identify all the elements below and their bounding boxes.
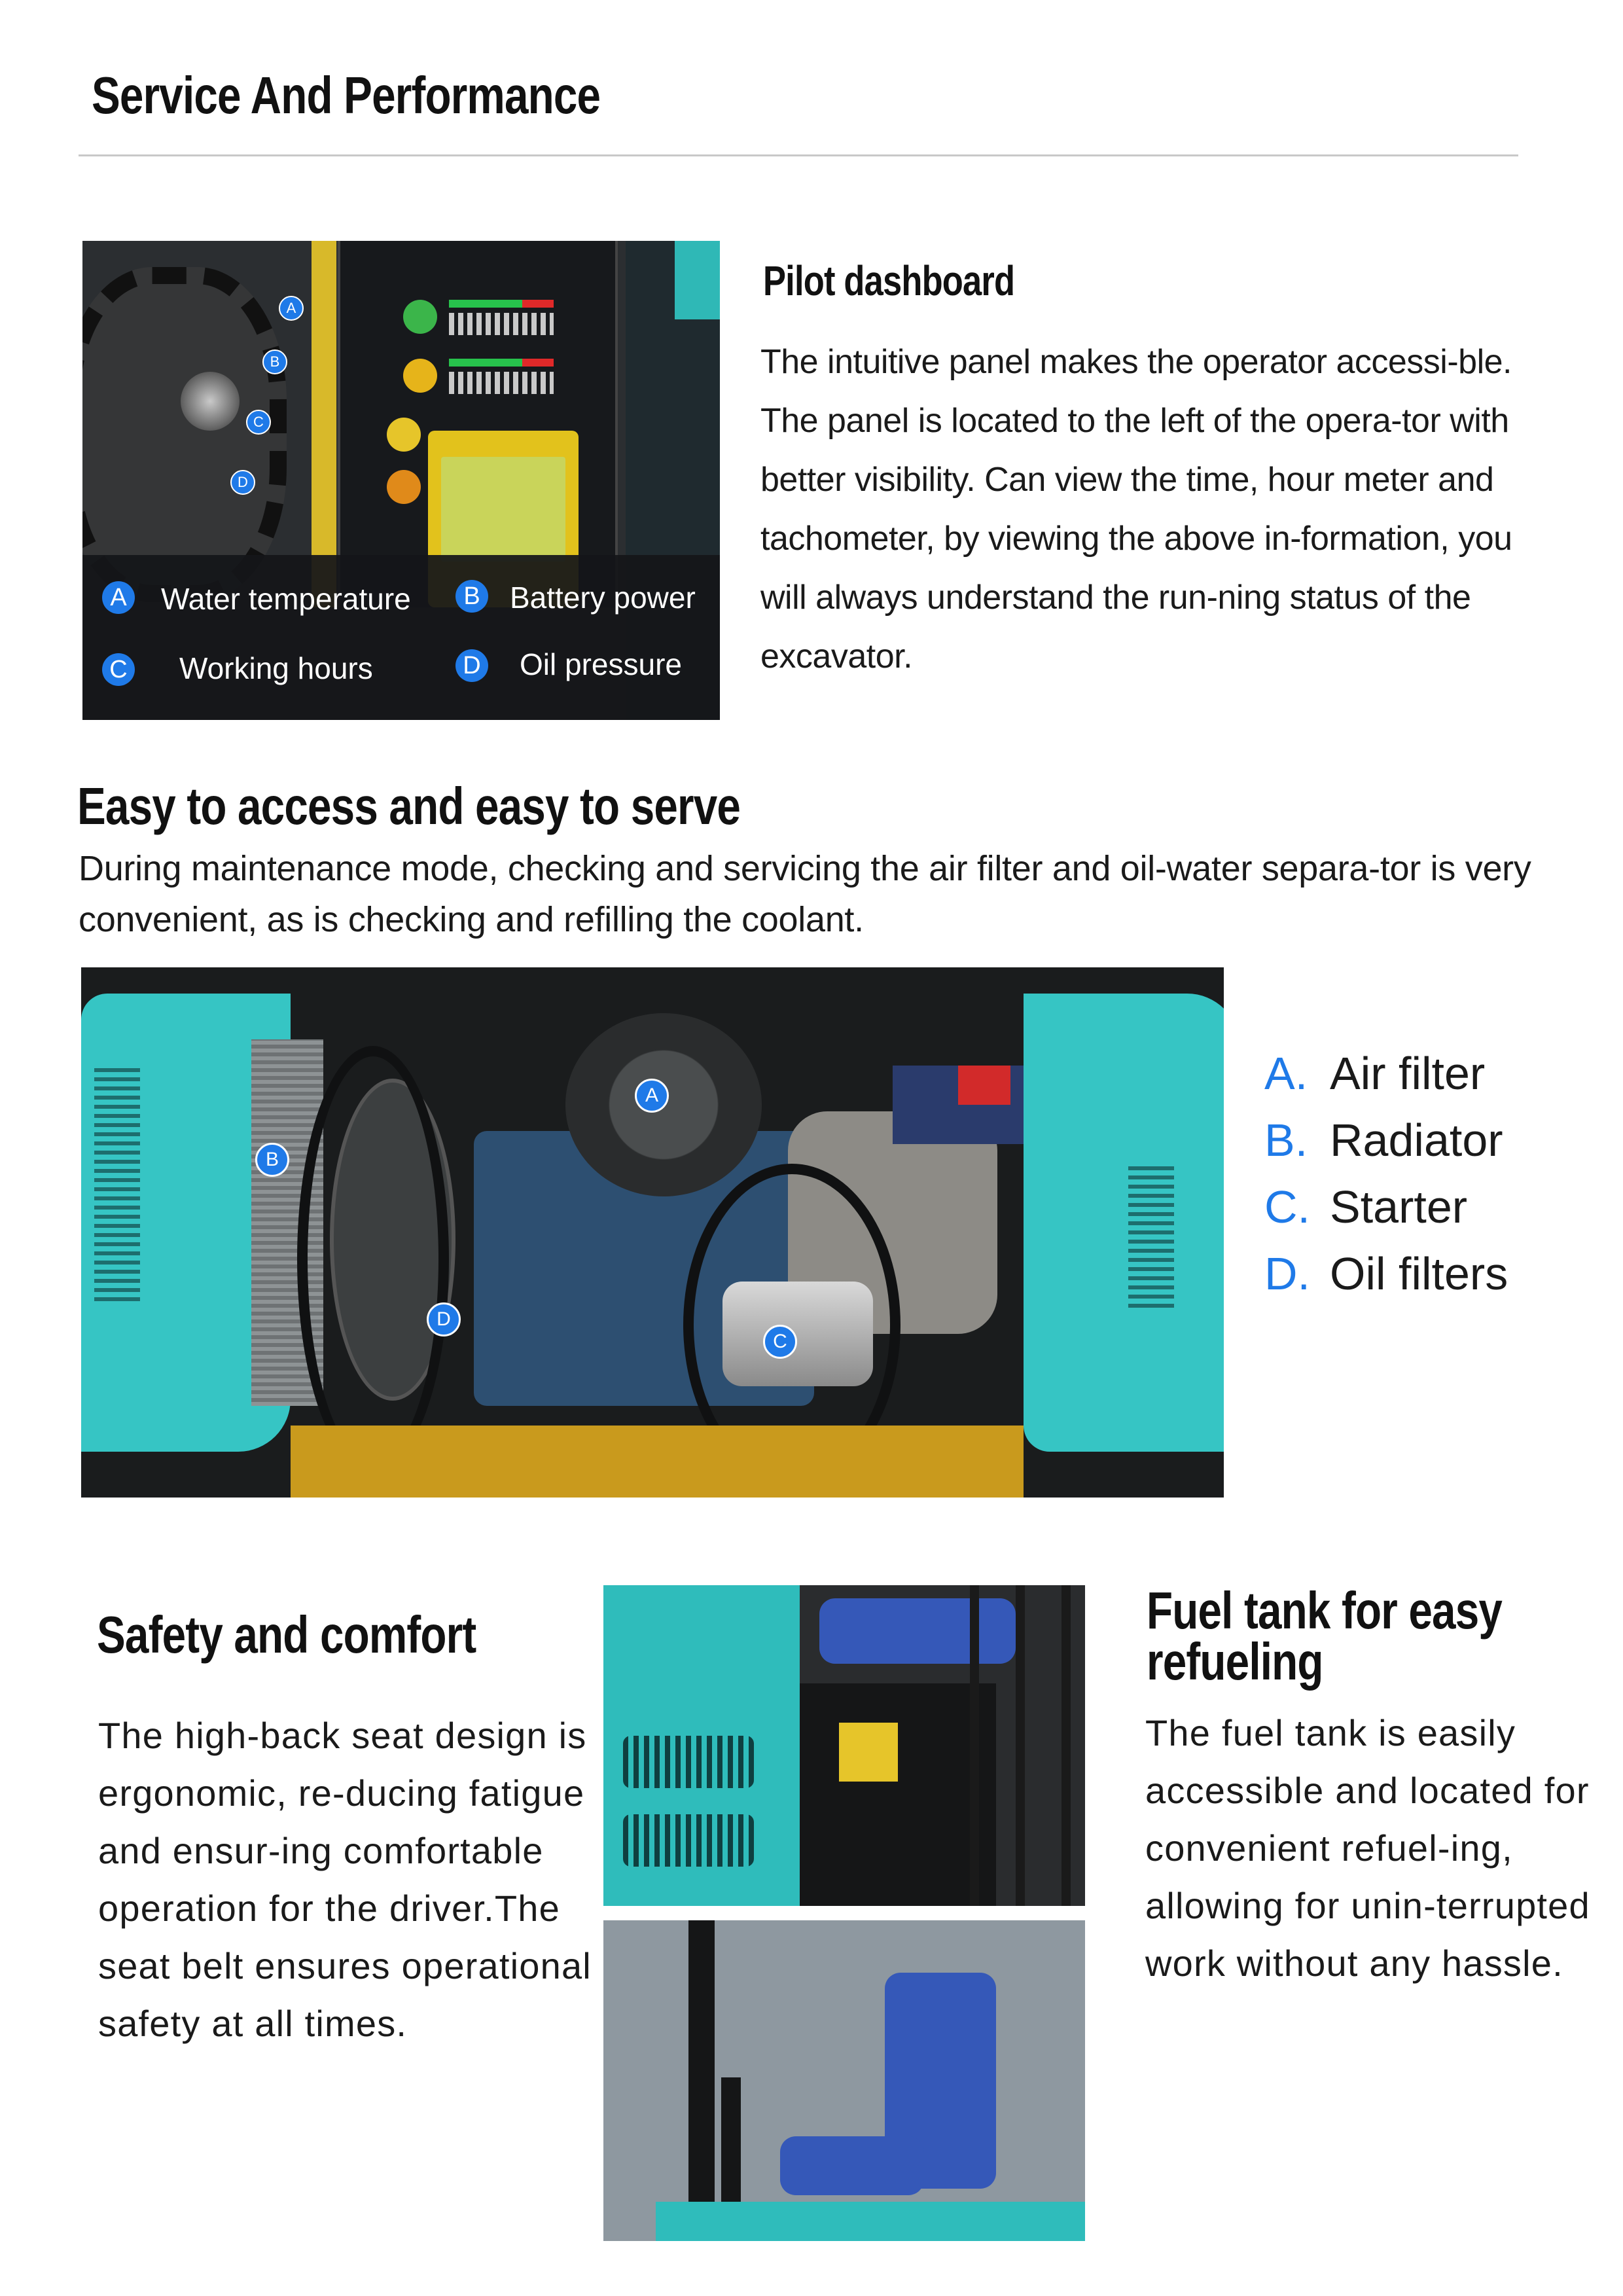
part-name: Radiator xyxy=(1330,1115,1503,1166)
part-letter: B. xyxy=(1264,1115,1308,1166)
legend-marker-d: D xyxy=(455,649,488,682)
fuel-heading: Fuel tank for easy refueling xyxy=(1147,1581,1503,1691)
legend-label-battery-power: Battery power xyxy=(510,581,696,615)
joystick-graphic xyxy=(721,2077,741,2208)
temperature-gauge-graphic xyxy=(370,300,560,339)
access-heading: Easy to access and easy to serve xyxy=(77,777,741,835)
safety-text: The high-back seat design is ergonomic, re-ducing fatigue and ensur-ing comfortable operation for the driver.The seat belt ensures operational safety at all times. xyxy=(98,1715,592,2044)
engine-bay-photo xyxy=(81,967,1224,1498)
part-name: Air filter xyxy=(1330,1048,1486,1099)
seat-cushion-graphic xyxy=(780,2136,924,2195)
legend-label-oil-pressure: Oil pressure xyxy=(520,647,682,681)
photo-marker-a: A xyxy=(635,1079,669,1113)
part-name: Starter xyxy=(1330,1181,1468,1232)
left-vent-graphic xyxy=(94,1066,140,1301)
dashboard-legend xyxy=(82,555,720,720)
legend-marker-c: C xyxy=(102,653,135,686)
legend-marker-a: A xyxy=(102,581,135,614)
dashboard-photo xyxy=(82,241,720,720)
legend-label-water-temperature: Water temperature xyxy=(161,582,411,616)
photo-marker-d: D xyxy=(230,470,255,495)
battery-indicator-icon xyxy=(403,359,437,393)
right-vent-graphic xyxy=(1128,1164,1174,1308)
battery-gauge-graphic xyxy=(370,359,560,398)
legend-label-working-hours: Working hours xyxy=(179,651,373,685)
photo-marker-b: B xyxy=(255,1143,289,1177)
pilot-dashboard-heading: Pilot dashboard xyxy=(763,257,1015,304)
page-title: Service And Performance xyxy=(92,66,601,124)
grille-graphic xyxy=(623,1814,754,1867)
parts-list-item xyxy=(1264,1247,1508,1314)
right-cover-graphic xyxy=(1024,994,1224,1452)
part-letter: C. xyxy=(1264,1181,1310,1232)
tank-panel-graphic xyxy=(800,1683,996,1906)
photo-marker-c: C xyxy=(246,410,271,435)
photo-marker-c: C xyxy=(763,1325,797,1359)
pilot-dashboard-text: The intuitive panel makes the operator accessi-ble. The panel is located to the left of the opera-tor with better visibility. Can view the time, hour meter and tachometer, by viewing the above in-formation, you will always understand the run-ning status of the excavator. xyxy=(760,343,1512,675)
parts-list-item xyxy=(1264,1181,1508,1247)
lcd-screen-graphic xyxy=(441,457,565,562)
gear-wheel-graphic xyxy=(82,267,287,602)
photo-marker-b: B xyxy=(262,350,287,374)
cab-bars-graphic xyxy=(970,1585,1085,1906)
parts-list xyxy=(1264,1047,1508,1314)
safety-heading: Safety and comfort xyxy=(97,1605,476,1664)
panel-edge-graphic xyxy=(312,241,336,607)
temperature-indicator-icon xyxy=(403,300,437,334)
part-letter: A. xyxy=(1264,1048,1308,1099)
frame-graphic xyxy=(291,1426,1024,1498)
fuel-tank-photo xyxy=(603,1585,1085,1906)
parts-list-item xyxy=(1264,1114,1508,1181)
hours-indicator-icon xyxy=(387,418,421,452)
warning-label-graphic xyxy=(839,1723,898,1782)
grille-graphic xyxy=(623,1736,754,1788)
parts-list-item xyxy=(1264,1047,1508,1114)
oil-indicator-icon xyxy=(387,470,421,504)
battery-terminal-graphic xyxy=(958,1066,1010,1105)
hose-graphic xyxy=(297,1046,449,1473)
photo-marker-a: A xyxy=(279,296,304,321)
seat-photo xyxy=(603,1920,1085,2241)
legend-marker-b: B xyxy=(455,580,488,613)
title-divider xyxy=(79,154,1518,156)
part-name: Oil filters xyxy=(1330,1248,1508,1299)
knob-graphic xyxy=(181,372,240,431)
teal-accent-graphic xyxy=(675,241,720,319)
fuel-text: The fuel tank is easily accessible and located for convenient refuel-ing, allowing for unin-terrupted work without any hassle. xyxy=(1145,1712,1590,1984)
photo-marker-d: D xyxy=(427,1302,461,1336)
teal-body-graphic xyxy=(656,2202,1085,2241)
access-text: During maintenance mode, checking and servicing the air filter and oil-water separa-tor is very convenient, as is checking and refilling the coolant. xyxy=(79,849,1531,939)
cab-pillar-graphic xyxy=(688,1920,715,2241)
part-letter: D. xyxy=(1264,1248,1310,1299)
